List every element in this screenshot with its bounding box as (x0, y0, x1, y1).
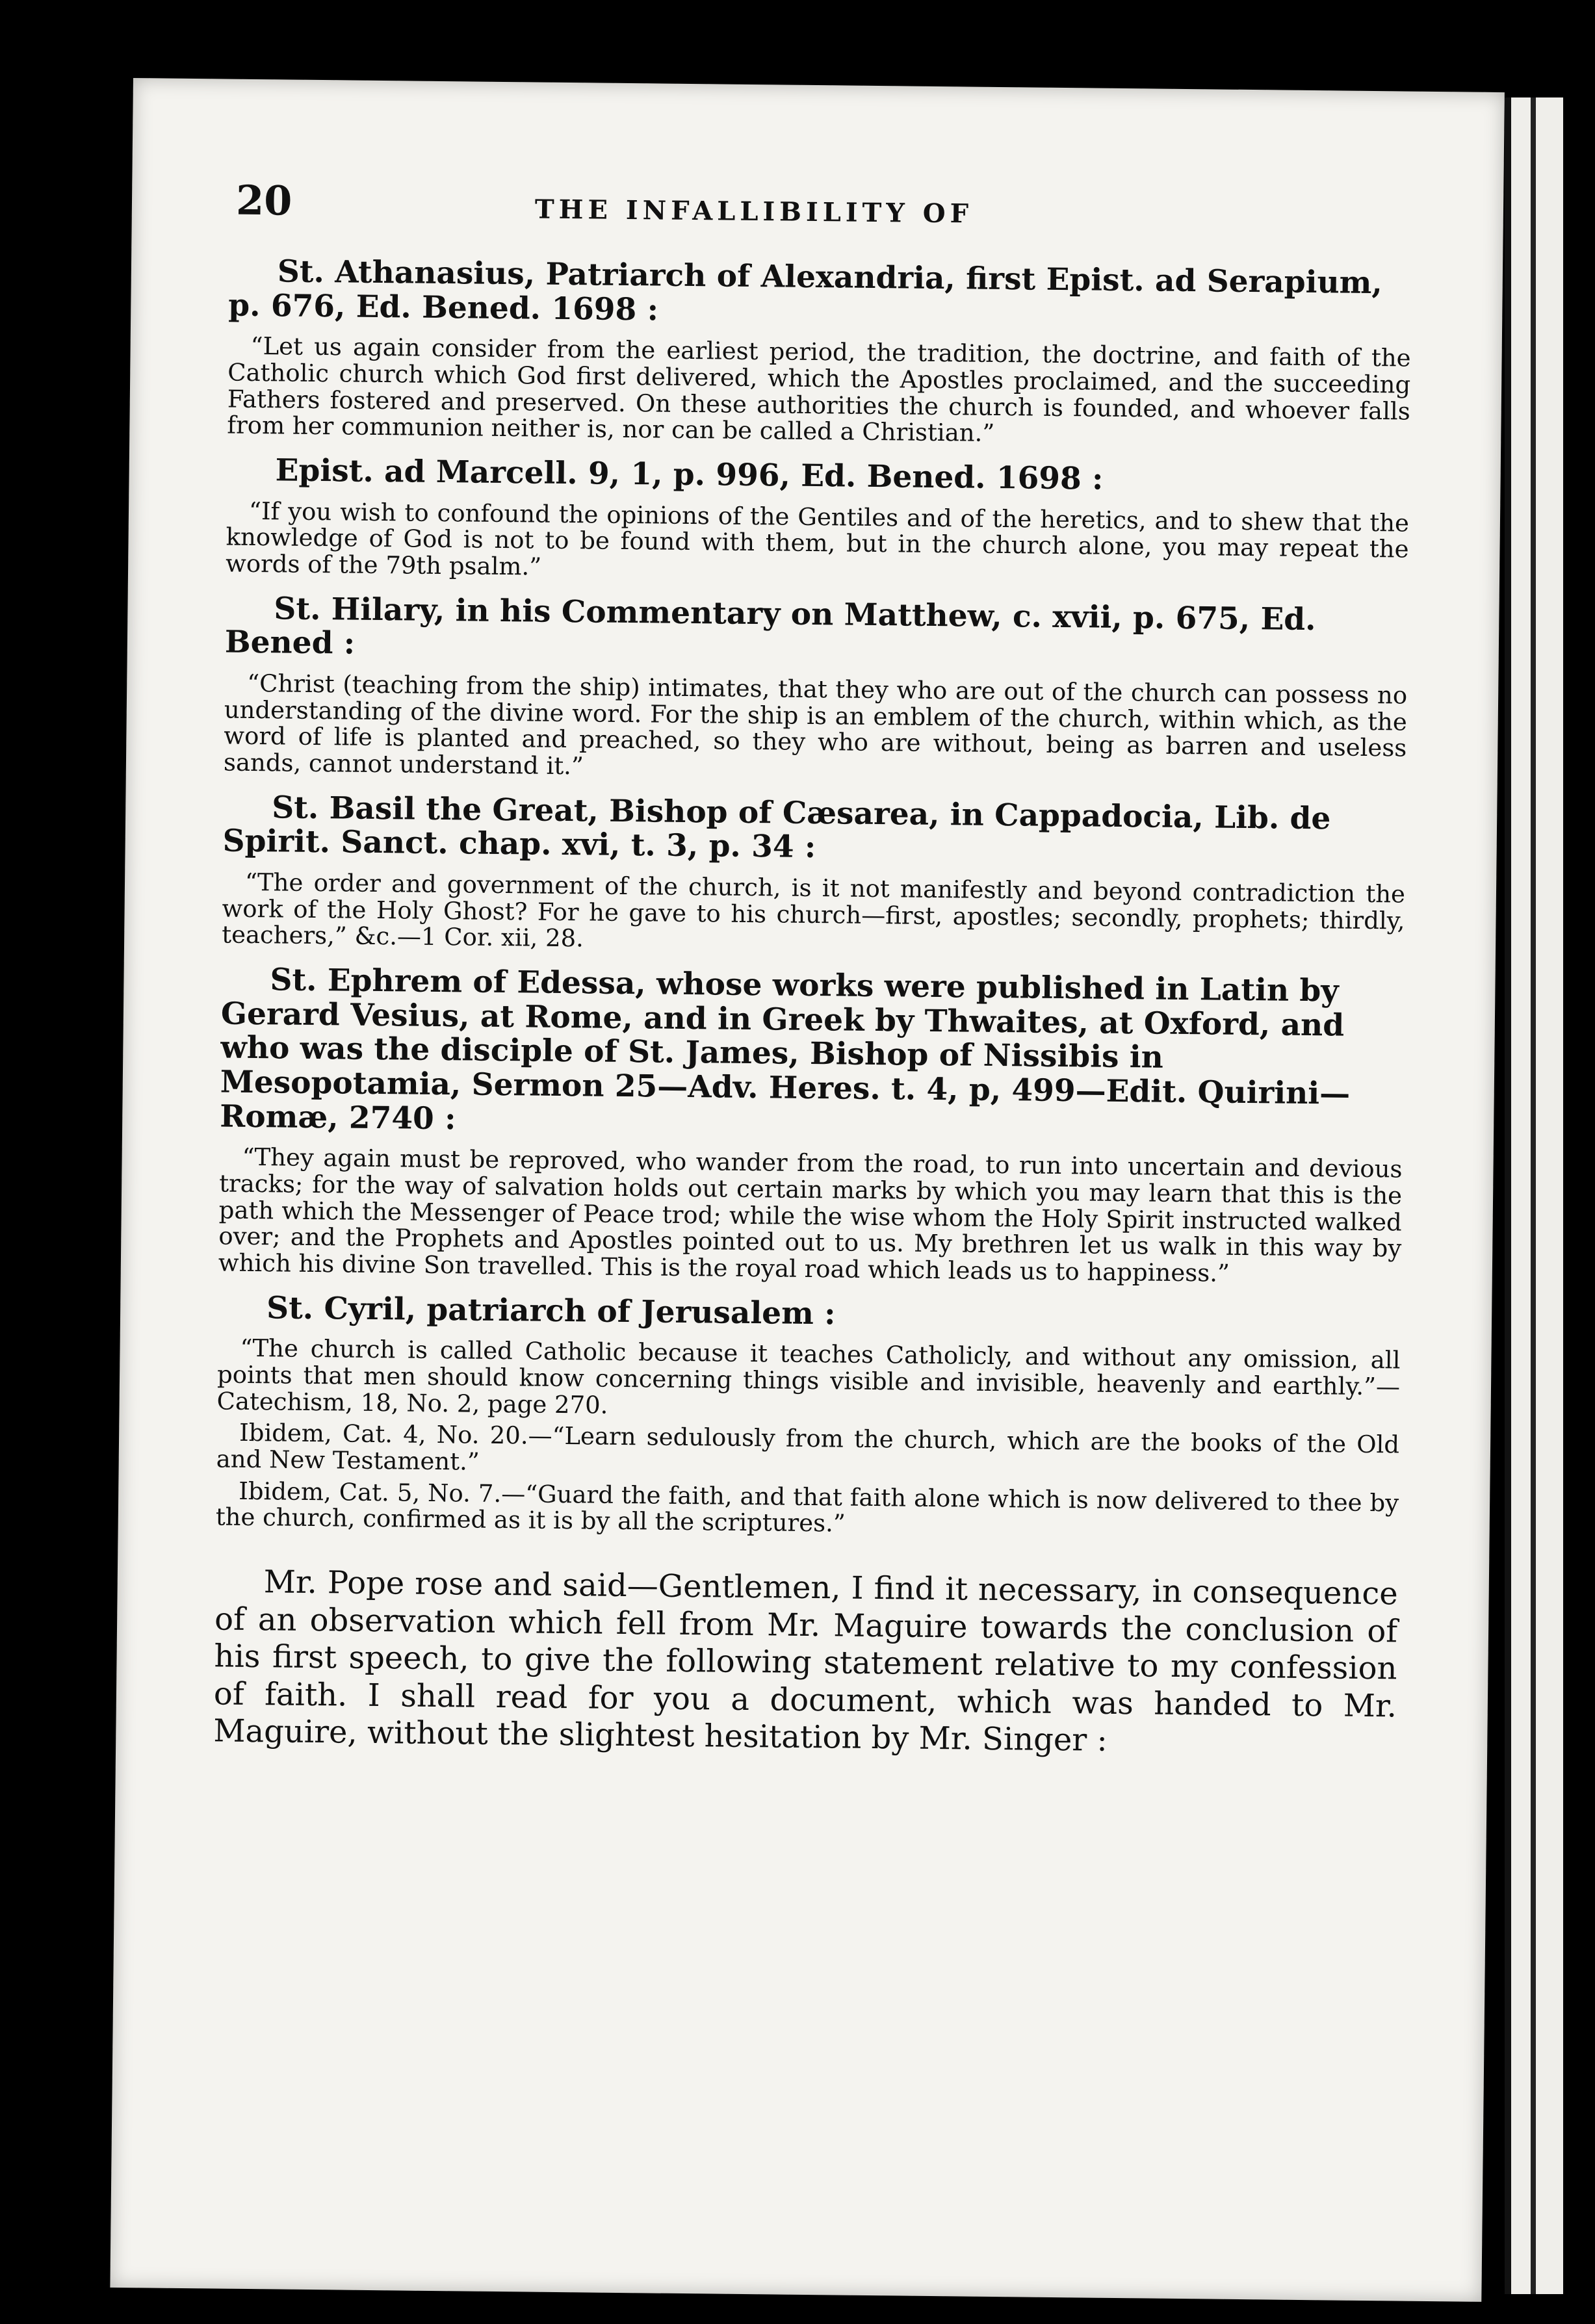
section-heading: St. Athanasius, Patriarch of Alexandria, first Epist. ad Serapium, p. 676, Ed. Bened. 1698 : (228, 253, 1383, 328)
reference-cat-5: Ibidem, Cat. 5, No. 7.—“Guard the faith, and that faith alone which is now delivered to thee by the church, confirmed as it is by all the scriptures.” (215, 1477, 1399, 1538)
section-heading: St. Basil the Great, Bishop of Cæsarea, in Cappadocia, Lib. de Spirit. Sanct. chap. xvi, t. 3, p. 34 : (222, 789, 1331, 866)
page-edge-rule (1531, 97, 1536, 2294)
section-quote: “They again must be reproved, who wander from the road, to run into uncertain and devious tracks; for the way of salvation holds out certain marks by which you may learn that this is the path which the Messenger of Peace trod; while the wise whom the Holy Spirit instructed walked over; and the Prophets and Apostles pointed out to us. My brethren let us walk in this way by which his divine Son travelled. This is the royal road which leads us to happiness.” (218, 1143, 1403, 1287)
section-cyril (216, 1291, 1401, 1543)
running-head: THE INFALLIBILITY OF (534, 194, 974, 229)
page-content (213, 177, 1413, 1794)
section-heading: St. Hilary, in his Commentary on Matthew, c. xvii, p. 675, Ed. Bened : (224, 591, 1316, 662)
adjacent-page-edge (1505, 97, 1563, 2294)
reference-cat-4: Ibidem, Cat. 4, No. 20.—“Learn sedulously from the church, which are the books of the Old and New Testament.” (216, 1419, 1400, 1476)
section-basil (222, 790, 1406, 961)
speech-paragraph: Mr. Pope rose and said—Gentlemen, I find it necessary, in consequence of an observation which fell from Mr. Maguire towards the conclusion of his first speech, to give the following statement relative to my confession of faith. I shall read for you a document, which was handed to Mr. Maguire, without the slightest hesitation by Mr. Singer : (213, 1564, 1398, 1759)
book-page (110, 78, 1504, 2302)
section-quote: “If you wish to confound the opinions of the Gentiles and of the heretics, and to shew that the knowledge of God is not to be found with them, but in the church alone, you may repeat the words of the 79th psalm.” (225, 497, 1410, 581)
section-quote: “Christ (teaching from the ship) intimates, that they who are out of the church can possess no understanding of the divine word. For the ship is an emblem of the church, within which, as the word of life is planted and preached, so they who are without, being as barren and useless sands, cannot understand it.” (223, 669, 1408, 781)
section-athanasius (227, 255, 1412, 452)
section-ephrem (218, 962, 1405, 1289)
section-heading: St. Cyril, patriarch of Jerusalem : (266, 1289, 836, 1332)
section-quote: “Let us again consider from the earliest period, the tradition, the doctrine, and faith of the Catholic church which God first delivered, which the Apostles proclaimed, and the succeeding Fathers fostered and preserved. On these authorities the church is founded, and whoever falls from her communion neither is, nor can be called a Christian.” (227, 332, 1411, 448)
page-number: 20 (235, 176, 292, 225)
section-quote: “The order and government of the church, is it not manifestly and beyond contradiction the work of the Holy Ghost? For he gave to his church—first, apostles; secondly, prophets; thirdly, teachers,” &c.—1 Cor. xii, 28. (221, 868, 1406, 953)
page-header (229, 177, 1412, 261)
section-marcell (226, 454, 1410, 590)
section-hilary (224, 591, 1408, 788)
section-quote: “The church is called Catholic because it teaches Catholicly, and without any omission, all points that men should know concerning things visible and invisible, heavenly and earthly.”—Catechism, 18, No. 2, page 270. (216, 1334, 1401, 1419)
section-heading: St. Ephrem of Edessa, whose works were published in Latin by Gerard Vesius, at Rome, and in Greek by Thwaites, at Oxford, and who was the disciple of St. James, Bishop of Nissibis in Mesopotamia, Sermon 25—Adv. Heres. t. 4, p, 499—Edit. Quirini—Romæ, 2740 : (219, 962, 1351, 1137)
section-heading: Epist. ad Marcell. 9, 1, p. 996, Ed. Bened. 1698 : (275, 452, 1104, 497)
